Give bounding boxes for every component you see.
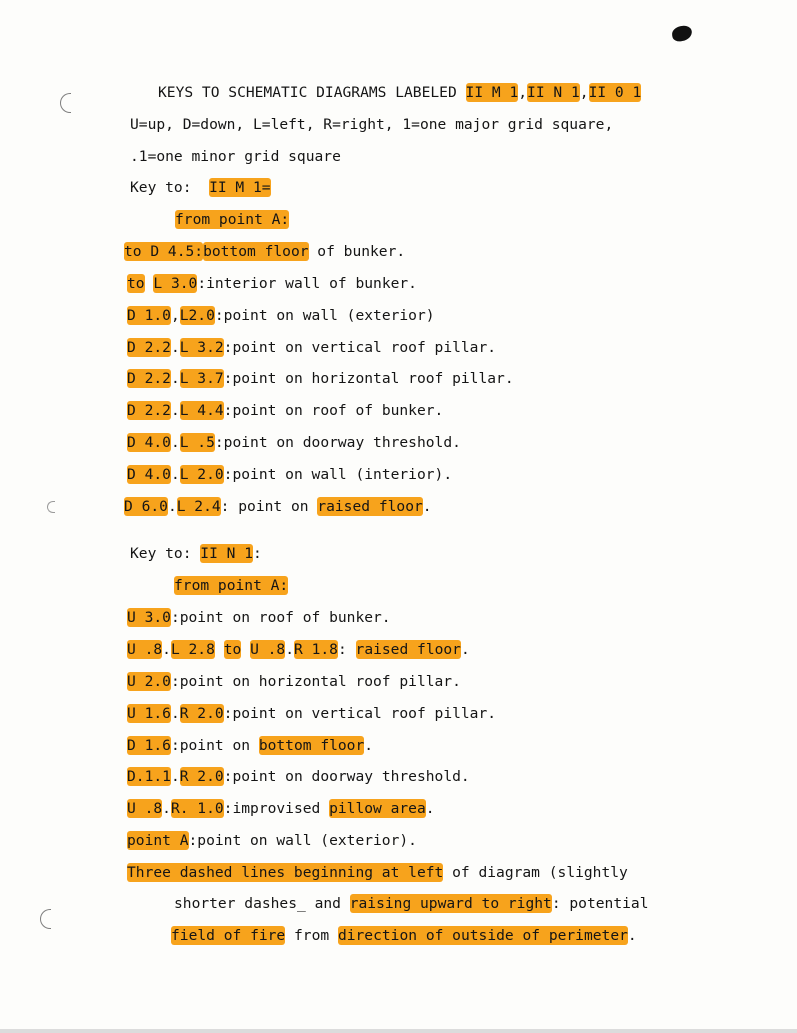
entry-text: . [422,498,432,515]
highlight: L 3.7 [179,370,224,387]
highlight: U 1.6 [127,705,171,722]
key-n-entry [127,832,417,850]
entry-text: :point on [170,737,259,754]
highlight: raised floor [355,641,461,658]
page-bottom-edge [0,1029,797,1033]
key-m-entry [127,434,461,452]
highlight: to [127,275,145,292]
key-n-final-line-1 [127,864,628,882]
key-m-entry [124,498,432,516]
highlight: U .8 [127,800,163,817]
key-n-entry [127,609,391,627]
title-separator: , [579,84,589,101]
highlight: field of fire [171,927,286,944]
highlight: bottom floor [203,243,309,260]
key-n-heading [130,545,262,563]
entry-text: :point on doorway threshold. [223,768,470,785]
key-n-entry [127,737,373,755]
highlight: L 2.4 [176,498,221,515]
entry-text: . [627,927,637,944]
entry-text [215,641,224,658]
highlight: point A [127,832,189,849]
entry-text: . [170,402,180,419]
entry-text: :point on vertical roof pillar. [223,705,497,722]
entry-text: :point on roof of bunker. [170,609,391,626]
highlight: U .8 [127,641,163,658]
key-m-from-point [175,211,289,229]
entry-text: . [170,370,180,387]
title-label-3: II 0 1 [588,84,642,101]
entry-text: . [285,641,295,658]
key-m-entry [127,275,417,293]
entry-text: shorter dashes_ and [174,895,350,912]
entry-text [241,641,250,658]
key-n-entry [127,641,470,659]
highlight: D 2.2 [127,339,171,356]
entry-text: . [170,339,180,356]
key-n-final-line-3 [171,927,637,945]
entry-text: . [170,466,180,483]
entry-text: :point on doorway threshold. [214,434,461,451]
key-m-entry [127,307,435,325]
highlight: D 4.0 [127,466,171,483]
key-m-entry [127,402,443,420]
entry-text: :interior wall of bunker. [197,275,417,292]
entry-text: , [170,307,180,324]
highlight: direction of outside of perimeter [337,927,628,944]
from-point-label: from point A: [174,577,289,594]
key-n-entry [127,705,496,723]
highlight: U .8 [250,641,286,658]
entry-text: . [364,737,374,754]
entry-text: . [162,800,171,817]
entry-text: :point on roof of bunker. [223,402,444,419]
title-label-2: II N 1 [527,84,580,101]
ink-blot [671,24,693,42]
entry-text: :point on wall (exterior) [214,307,435,324]
highlight: Three dashed lines beginning at left [127,864,444,881]
highlight: L 4.4 [179,402,224,419]
highlight: D 1.6 [127,737,171,754]
key-heading-suffix: : [253,545,262,562]
key-n-entry [127,800,435,818]
entry-text: :point on wall (interior). [223,466,453,483]
entry-text: :point on horizontal roof pillar. [223,370,514,387]
highlight: L 2.0 [179,466,224,483]
entry-text: . [460,641,470,658]
punch-hole-mark [47,501,55,513]
entry-text: . [170,705,180,722]
highlight: D.1.1 [127,768,171,785]
legend-line-2: .1=one minor grid square [130,148,341,165]
highlight: L .5 [179,434,215,451]
legend-line-1: U=up, D=down, L=left, R=right, 1=one major grid square, [130,116,614,133]
highlight: to D 4.5: [124,243,204,260]
title-label-1: II M 1 [465,84,519,101]
key-m-entry [127,466,452,484]
entry-text: :point on horizontal roof pillar. [170,673,461,690]
entry-text: . [170,768,180,785]
entry-text: . [170,434,180,451]
entry-text: . [162,641,171,658]
punch-hole-mark [60,93,71,113]
highlight: raising upward to right [349,895,552,912]
key-m-heading [130,179,271,197]
highlight: to [223,641,242,658]
highlight: R 2.0 [179,705,224,722]
key-n-entry [127,768,470,786]
highlight: D 6.0 [124,498,168,515]
highlight: R. 1.0 [170,800,224,817]
entry-text: : point on [220,498,318,515]
highlight: U 2.0 [127,673,171,690]
entry-text: :improvised [223,800,330,817]
highlight: L 2.8 [170,641,215,658]
entry-text: . [167,498,177,515]
key-heading-prefix: Key to: [130,545,201,562]
highlight: raised floor [317,498,423,515]
key-heading-label: II N 1 [200,545,254,562]
document-title [158,84,641,102]
key-m-entry [124,243,405,261]
highlight: D 1.0 [127,307,171,324]
entry-text: : [337,641,356,658]
highlight: bottom floor [258,737,365,754]
entry-text: from [285,927,338,944]
entry-text: :point on vertical roof pillar. [223,339,497,356]
key-heading-prefix: Key to: [130,179,210,196]
key-m-entry [127,339,496,357]
title-separator: , [518,84,528,101]
highlight: D 4.0 [127,434,171,451]
key-n-entry [127,673,461,691]
entry-text: :point on wall (exterior). [188,832,417,849]
punch-hole-mark [40,909,51,929]
highlight: L2.0 [179,307,215,324]
key-n-final-line-2 [174,895,648,913]
highlight: R 1.8 [294,641,338,658]
key-heading-label: II M 1= [209,179,271,196]
entry-text: . [425,800,435,817]
from-point-label: from point A: [175,211,290,228]
entry-text: of diagram (slightly [443,864,628,881]
entry-text: : potential [551,895,649,912]
highlight: L 3.2 [179,339,224,356]
highlight: R 2.0 [179,768,224,785]
highlight: D 2.2 [127,402,171,419]
highlight: D 2.2 [127,370,171,387]
highlight: L 3.0 [153,275,198,292]
entry-text: of bunker. [308,243,406,260]
highlight: pillow area [329,800,426,817]
title-prefix: KEYS TO SCHEMATIC DIAGRAMS LABELED [158,84,466,101]
highlight: U 3.0 [127,609,171,626]
key-m-entry [127,370,514,388]
key-n-from-point [174,577,288,595]
